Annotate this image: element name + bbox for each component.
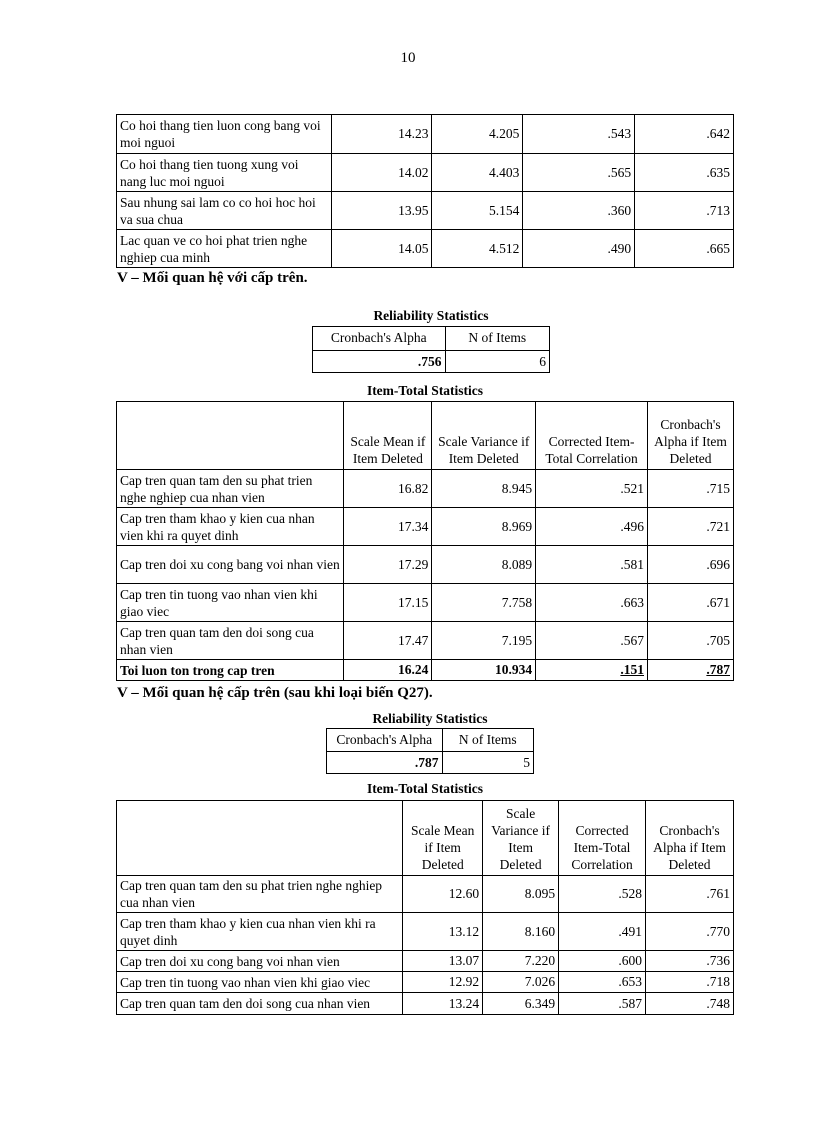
alpha-cell: .642 <box>635 115 734 154</box>
reliability-table <box>326 728 534 774</box>
row-label: Cap tren tin tuong vao nhan vien khi giao viec <box>117 584 344 622</box>
row-label: Co hoi thang tien tuong xung voi nang luc moi nguoi <box>117 154 332 192</box>
scale-mean-cell: 12.60 <box>403 876 483 913</box>
table-row <box>117 470 734 508</box>
row-label: Cap tren tin tuong vao nhan vien khi giao viec <box>117 972 403 993</box>
table-row <box>117 154 734 192</box>
alpha-cell: .748 <box>646 993 734 1015</box>
scale-variance-cell: 8.945 <box>432 470 536 508</box>
alpha-cell: .761 <box>646 876 734 913</box>
scale-variance-cell: 10.934 <box>432 660 536 681</box>
column-header: Scale Variance if Item Deleted <box>483 801 559 876</box>
scale-variance-cell: 7.026 <box>483 972 559 993</box>
column-header: Cronbach's Alpha <box>327 729 443 752</box>
column-header: Cronbach's Alpha <box>313 327 446 351</box>
alpha-cell: .635 <box>635 154 734 192</box>
reliability-caption: Reliability Statistics <box>373 308 489 323</box>
alpha-cell: .770 <box>646 913 734 951</box>
scale-variance-cell: 8.160 <box>483 913 559 951</box>
column-header: N of Items <box>445 327 550 351</box>
correlation-cell: .663 <box>536 584 648 622</box>
correlation-cell: .565 <box>523 154 635 192</box>
scale-variance-cell: 8.095 <box>483 876 559 913</box>
scale-variance-cell: 8.089 <box>432 546 536 584</box>
alpha-cell: .705 <box>648 622 734 660</box>
item-total-caption: Item-Total Statistics <box>366 383 484 398</box>
scale-mean-cell: 17.47 <box>344 622 432 660</box>
row-label: Sau nhung sai lam co co hoi hoc hoi va sua chua <box>117 192 332 230</box>
scale-mean-cell: 14.02 <box>331 154 432 192</box>
table-row <box>117 951 734 972</box>
alpha-cell: .715 <box>648 470 734 508</box>
item-total-table <box>116 401 734 681</box>
column-header-blank <box>117 801 403 876</box>
scale-mean-cell: 13.24 <box>403 993 483 1015</box>
column-header: Scale Mean if Item Deleted <box>344 402 432 470</box>
scale-variance-cell: 4.512 <box>432 230 523 268</box>
items-value: 5 <box>442 752 533 774</box>
row-label: Co hoi thang tien luon cong bang voi moi nguoi <box>117 115 332 154</box>
correlation-cell: .587 <box>559 993 646 1015</box>
alpha-cell: .713 <box>635 192 734 230</box>
row-label: Lac quan ve co hoi phat trien nghe nghiep cua minh <box>117 230 332 268</box>
table-row <box>117 546 734 584</box>
scale-variance-cell: 4.205 <box>432 115 523 154</box>
alpha-cell: .665 <box>635 230 734 268</box>
scale-variance-cell: 4.403 <box>432 154 523 192</box>
correlation-cell: .567 <box>536 622 648 660</box>
table-row <box>117 115 734 154</box>
item-total-caption: Item-Total Statistics <box>366 781 484 796</box>
row-label: Cap tren quan tam den su phat trien nghe nghiep cua nhan vien <box>117 470 344 508</box>
item-total-table <box>116 800 734 1015</box>
scale-mean-cell: 14.23 <box>331 115 432 154</box>
correlation-cell <box>536 660 648 681</box>
scale-variance-cell: 8.969 <box>432 508 536 546</box>
column-header-blank <box>117 402 344 470</box>
row-label: Cap tren quan tam den doi song cua nhan vien <box>117 622 344 660</box>
table-row <box>117 972 734 993</box>
row-label: Cap tren tham khao y kien cua nhan vien khi ra quyet dinh <box>117 913 403 951</box>
alpha-cell: .736 <box>646 951 734 972</box>
column-header: Scale Variance if Item Deleted <box>432 402 536 470</box>
row-label: Cap tren doi xu cong bang voi nhan vien <box>117 951 403 972</box>
scale-variance-cell: 7.195 <box>432 622 536 660</box>
alpha-value: .787 <box>327 752 443 774</box>
alpha-cell: .721 <box>648 508 734 546</box>
correlation-cell: .581 <box>536 546 648 584</box>
correlation-cell: .653 <box>559 972 646 993</box>
column-header: Corrected Item-Total Correlation <box>536 402 648 470</box>
alpha-cell: .718 <box>646 972 734 993</box>
scale-mean-cell: 16.24 <box>344 660 432 681</box>
alpha-value: .756 <box>313 351 446 373</box>
row-label: Cap tren tham khao y kien cua nhan vien khi ra quyet dinh <box>117 508 344 546</box>
reliability-table <box>312 326 550 373</box>
scale-mean-cell: 16.82 <box>344 470 432 508</box>
table-row <box>117 584 734 622</box>
table-row <box>117 192 734 230</box>
scale-mean-cell: 13.95 <box>331 192 432 230</box>
scale-mean-cell: 17.34 <box>344 508 432 546</box>
correlation-cell: .496 <box>536 508 648 546</box>
scale-mean-cell: 14.05 <box>331 230 432 268</box>
scale-variance-cell: 6.349 <box>483 993 559 1015</box>
row-label: Cap tren doi xu cong bang voi nhan vien <box>117 546 344 584</box>
reliability-caption: Reliability Statistics <box>372 711 488 726</box>
correlation-cell: .490 <box>523 230 635 268</box>
alpha-cell: .671 <box>648 584 734 622</box>
scale-mean-cell: 17.15 <box>344 584 432 622</box>
alpha-value: .787 <box>706 662 730 677</box>
correlation-value: .151 <box>620 662 645 677</box>
table-row <box>117 913 734 951</box>
column-header: Corrected Item-Total Correlation <box>559 801 646 876</box>
items-value: 6 <box>445 351 550 373</box>
column-header: N of Items <box>442 729 533 752</box>
correlation-cell: .360 <box>523 192 635 230</box>
alpha-cell <box>648 660 734 681</box>
table-row-highlighted <box>117 660 734 681</box>
column-header: Cronbach's Alpha if Item Deleted <box>646 801 734 876</box>
scale-mean-cell: 17.29 <box>344 546 432 584</box>
correlation-cell: .491 <box>559 913 646 951</box>
column-header: Scale Mean if Item Deleted <box>403 801 483 876</box>
scale-variance-cell: 5.154 <box>432 192 523 230</box>
correlation-cell: .528 <box>559 876 646 913</box>
scale-mean-cell: 13.07 <box>403 951 483 972</box>
alpha-cell: .696 <box>648 546 734 584</box>
scale-variance-cell: 7.758 <box>432 584 536 622</box>
section-heading: V – Mối quan hệ với cấp trên. <box>117 270 308 286</box>
correlation-cell: .521 <box>536 470 648 508</box>
scale-mean-cell: 12.92 <box>403 972 483 993</box>
section-heading: V – Mối quan hệ cấp trên (sau khi loại biến Q27). <box>117 685 433 701</box>
column-header: Cronbach's Alpha if Item Deleted <box>648 402 734 470</box>
row-label: Cap tren quan tam den su phat trien nghe nghiep cua nhan vien <box>117 876 403 913</box>
item-total-table-continued <box>116 114 734 268</box>
scale-variance-cell: 7.220 <box>483 951 559 972</box>
table-row <box>117 993 734 1015</box>
page-number: 10 <box>400 50 416 66</box>
row-label: Cap tren quan tam den doi song cua nhan vien <box>117 993 403 1015</box>
correlation-cell: .543 <box>523 115 635 154</box>
table-row <box>117 230 734 268</box>
table-row <box>117 622 734 660</box>
scale-mean-cell: 13.12 <box>403 913 483 951</box>
table-row <box>117 508 734 546</box>
table-row <box>117 876 734 913</box>
row-label: Toi luon ton trong cap tren <box>117 660 344 681</box>
correlation-cell: .600 <box>559 951 646 972</box>
